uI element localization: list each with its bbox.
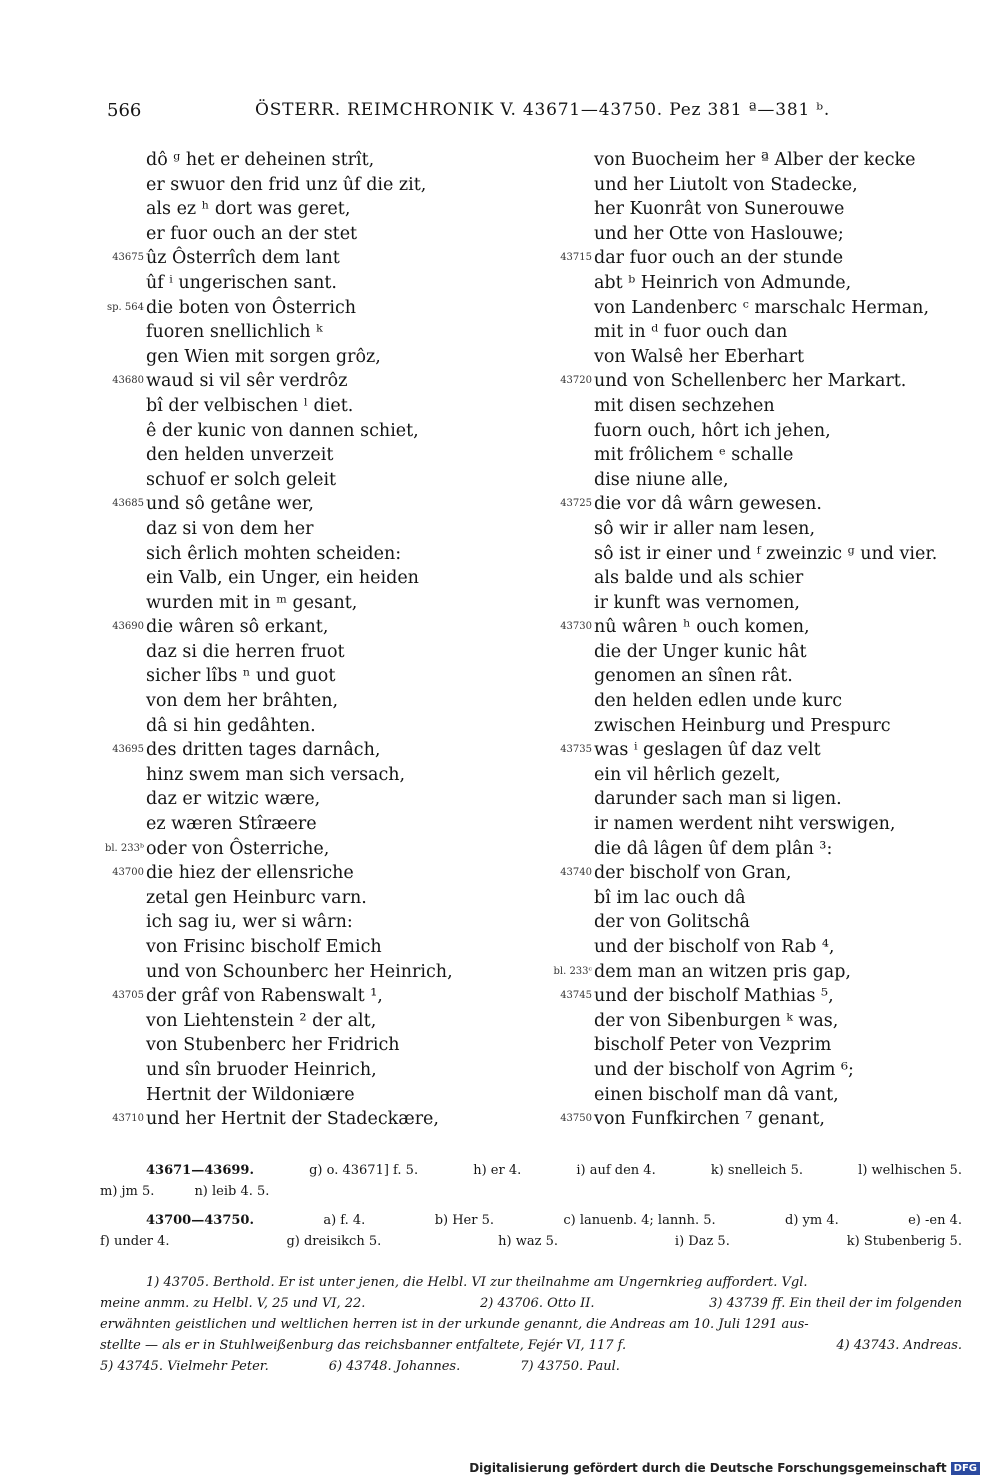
verse-line <box>100 935 560 960</box>
verse-line <box>100 984 560 1009</box>
verse-text: den helden edlen unde kurc <box>594 691 843 712</box>
footnote-line <box>100 1356 962 1377</box>
right-verse-column <box>548 148 988 1132</box>
verse-line <box>548 861 988 886</box>
line-number: 43720 <box>560 375 592 387</box>
verse-text: ûf ⁱ ungerischen sant. <box>146 272 337 293</box>
verse-line <box>548 1107 988 1132</box>
line-number: bl. 233ᵇ <box>104 842 144 854</box>
verse-line <box>548 369 988 394</box>
verse-text: die boten von Ôsterrich <box>146 297 357 318</box>
verse-line <box>548 763 988 788</box>
footnote-text: 7) 43750. Paul. <box>520 1359 620 1374</box>
verse-text: ez wæren Stîræere <box>146 814 317 835</box>
verse-text: von Walsê her Eberhart <box>594 346 805 367</box>
verse-text: wurden mit in ᵐ gesant, <box>146 592 358 613</box>
verse-line <box>548 443 988 468</box>
verse-line <box>100 197 560 222</box>
verse-line <box>100 271 560 296</box>
verse-line <box>548 984 988 1009</box>
verse-line <box>548 1083 988 1108</box>
variant-row <box>100 1181 962 1202</box>
verse-text: die der Unger kunic hât <box>594 641 807 662</box>
digitization-footer <box>469 1461 980 1475</box>
verse-line <box>548 738 988 763</box>
footnote-text: meine anmm. zu Helbl. V, 25 und VI, 22. <box>100 1296 366 1311</box>
verse-text: von dem her brâhten, <box>146 691 339 712</box>
verse-text: und her Otte von Haslouwe; <box>594 223 844 244</box>
verse-text: und her Hertnit der Stadeckære, <box>146 1109 439 1130</box>
verse-text: die dâ lâgen ûf dem plân ³: <box>594 838 833 859</box>
verse-text: darunder sach man si ligen. <box>594 789 842 810</box>
verse-text: ich sag iu, wer si wârn: <box>146 912 353 933</box>
verse-line <box>548 173 988 198</box>
verse-text: fuoren snellichlich ᵏ <box>146 322 323 343</box>
verse-line <box>100 492 560 517</box>
variant-note: l) welhischen 5. <box>858 1163 962 1178</box>
variant-note: e) -en 4. <box>908 1213 962 1228</box>
verse-text: und der bischolf von Agrim ⁶; <box>594 1059 854 1080</box>
verse-line <box>548 394 988 419</box>
verse-line <box>548 640 988 665</box>
verse-text: dar fuor ouch an der stunde <box>594 248 844 269</box>
variant-notes-first <box>100 1160 962 1202</box>
verse-line <box>548 542 988 567</box>
variant-note: g) dreisikch 5. <box>286 1234 382 1249</box>
verse-line <box>100 664 560 689</box>
variant-note: a) f. 4. <box>323 1213 366 1228</box>
footnotes <box>100 1272 962 1377</box>
verse-text: von Liehtenstein ² der alt, <box>146 1010 377 1031</box>
verse-text: daz er witzic wære, <box>146 789 321 810</box>
verse-text: ûz Ôsterrîch dem lant <box>146 248 340 269</box>
verse-text: von Frisinc bischolf Emich <box>146 937 382 957</box>
verse-text: der von Golitschâ <box>594 912 750 933</box>
verse-line <box>100 763 560 788</box>
verse-text: ein Valb, ein Unger, ein heiden <box>146 568 419 589</box>
footnote-line <box>100 1272 962 1293</box>
line-number: 43705 <box>112 990 144 1002</box>
footnote-text: erwähnten geistlichen und weltlichen herren ist in der urkunde genannt, die Andreas am 10. Juli 1291 aus- <box>100 1317 809 1332</box>
verse-line <box>548 910 988 935</box>
variant-note: i) Daz 5. <box>674 1234 730 1249</box>
verse-text: genomen an sînen rât. <box>594 666 793 687</box>
left-verse-column <box>100 148 560 1132</box>
verse-text: ê der kunic von dannen schiet, <box>146 420 419 441</box>
verse-line <box>100 394 560 419</box>
verse-text: ir kunft was vernomen, <box>594 592 800 613</box>
footnote-text: 4) 43743. Andreas. <box>836 1338 962 1353</box>
verse-line <box>100 1058 560 1083</box>
verse-line <box>548 886 988 911</box>
verse-line <box>100 910 560 935</box>
verse-text: von Landenberc ᶜ marschalc Herman, <box>594 297 930 318</box>
verse-line <box>100 419 560 444</box>
verse-text: dô ᵍ het er deheinen strît, <box>146 150 375 170</box>
variant-range: 43671—43699. <box>146 1163 254 1178</box>
verse-line <box>548 271 988 296</box>
verse-text: daz si die herren fruot <box>146 641 345 662</box>
verse-text: her Kuonrât von Sunerouwe <box>594 199 845 220</box>
verse-line <box>548 492 988 517</box>
variant-note: f) under 4. <box>100 1234 170 1249</box>
verse-line <box>548 714 988 739</box>
line-number: 43715 <box>560 252 592 264</box>
verse-line <box>100 246 560 271</box>
variant-note: k) snelleich 5. <box>710 1163 804 1178</box>
variant-notes-second <box>100 1210 962 1252</box>
line-number: 43735 <box>560 744 592 756</box>
verse-text: der von Sibenburgen ᵏ was, <box>594 1010 839 1031</box>
line-number: 43695 <box>112 744 144 756</box>
verse-line <box>100 738 560 763</box>
verse-text: mit in ᵈ fuor ouch dan <box>594 322 788 343</box>
line-number: 43745 <box>560 990 592 1002</box>
dfg-logo: DFG <box>951 1462 980 1475</box>
verse-line <box>100 148 560 173</box>
verse-text: hinz swem man sich versach, <box>146 764 406 785</box>
verse-line <box>100 1107 560 1132</box>
verse-text: nû wâren ʰ ouch komen, <box>594 617 810 638</box>
verse-line <box>100 714 560 739</box>
verse-text: gen Wien mit sorgen grôz, <box>146 346 381 367</box>
line-number: 43700 <box>112 867 144 879</box>
verse-line <box>100 787 560 812</box>
verse-line <box>548 960 988 985</box>
line-number: 43690 <box>112 621 144 633</box>
verse-line <box>548 566 988 591</box>
verse-text: mit frôlichem ᵉ schalle <box>594 445 794 466</box>
running-title: ÖSTERR. REIMCHRONIK V. 43671—43750. Pez 381 ª—381 ᵇ. <box>255 100 831 120</box>
verse-line <box>548 1033 988 1058</box>
line-number: 43725 <box>560 498 592 510</box>
variant-note: m) jm 5. <box>100 1184 155 1199</box>
verse-text: von Funfkirchen ⁷ genant, <box>594 1109 825 1130</box>
verse-line <box>100 296 560 321</box>
variant-row <box>100 1160 962 1181</box>
verse-line <box>100 640 560 665</box>
verse-text: des dritten tages darnâch, <box>146 740 381 761</box>
verse-text: ir namen werdent niht verswigen, <box>594 814 896 835</box>
verse-line <box>100 542 560 567</box>
line-number: bl. 233ᶜ <box>553 965 592 977</box>
verse-line <box>548 664 988 689</box>
verse-line <box>100 173 560 198</box>
line-number: 43710 <box>112 1113 144 1125</box>
footnote-text: stellte — als er in Stuhlweißenburg das reichsbanner entfaltete, Fejér VI, 117 f. <box>100 1338 627 1353</box>
verse-text: daz si von dem her <box>146 518 314 539</box>
verse-line <box>548 689 988 714</box>
verse-text: von Buocheim her ª Alber der kecke <box>594 150 916 170</box>
verse-text: schuof er solch geleit <box>146 469 337 490</box>
line-number: 43675 <box>112 252 144 264</box>
verse-line <box>100 591 560 616</box>
line-number: sp. 564 <box>107 301 144 313</box>
verse-line <box>100 1009 560 1034</box>
verse-line <box>100 886 560 911</box>
verse-line <box>100 1083 560 1108</box>
footnote-line <box>100 1314 962 1335</box>
line-number: 43680 <box>112 375 144 387</box>
variant-note: g) o. 43671] f. 5. <box>309 1163 419 1178</box>
verse-text: mit disen sechzehen <box>594 395 775 416</box>
variant-row <box>100 1231 962 1252</box>
verse-text: sich êrlich mohten scheiden: <box>146 543 402 564</box>
verse-text: und von Schounberc her Heinrich, <box>146 961 453 982</box>
verse-text: er fuor ouch an der stet <box>146 223 358 244</box>
footnote-line <box>100 1293 962 1314</box>
verse-text: und sô getâne wer, <box>146 494 314 515</box>
verse-text: abt ᵇ Heinrich von Admunde, <box>594 272 852 293</box>
verse-line <box>548 468 988 493</box>
variant-note: i) auf den 4. <box>576 1163 656 1178</box>
verse-text: dâ si hin gedâhten. <box>146 715 316 736</box>
verse-line <box>100 861 560 886</box>
page-header <box>107 100 967 126</box>
verse-line <box>548 787 988 812</box>
verse-text: und her Liutolt von Stadecke, <box>594 174 858 195</box>
verse-text: sô ist ir einer und ᶠ zweinzic ᵍ und vier. <box>594 543 938 564</box>
footnote-line <box>100 1335 962 1356</box>
footnote-text: 2) 43706. Otto II. <box>479 1296 595 1311</box>
verse-text: bischolf Peter von Vezprim <box>594 1035 832 1056</box>
verse-text: zwischen Heinburg und Prespurc <box>594 715 891 736</box>
line-number: 43730 <box>560 621 592 633</box>
variant-note: d) ym 4. <box>785 1213 839 1228</box>
verse-text: als ez ʰ dort was geret, <box>146 199 351 220</box>
variant-note: h) er 4. <box>473 1163 522 1178</box>
line-number: 43740 <box>560 867 592 879</box>
verse-line <box>548 148 988 173</box>
verse-text: die hiez der ellensriche <box>146 863 354 884</box>
verse-line <box>548 246 988 271</box>
verse-line <box>548 935 988 960</box>
verse-text: die vor dâ wârn gewesen. <box>594 494 822 515</box>
footnote-text: 6) 43748. Johannes. <box>328 1359 461 1374</box>
verse-line <box>548 591 988 616</box>
verse-text: den helden unverzeit <box>146 445 334 466</box>
verse-text: waud si vil sêr verdrôz <box>146 371 348 392</box>
verse-text: bî der velbischen ˡ diet. <box>146 395 354 416</box>
verse-text: und von Schellenberc her Markart. <box>594 371 907 392</box>
verse-line <box>548 320 988 345</box>
footnote-text: 3) 43739 ff. Ein theil der im folgenden <box>709 1296 962 1311</box>
variant-note: n) leib 4. 5. <box>194 1184 270 1199</box>
verse-text: was ⁱ geslagen ûf daz velt <box>594 740 821 761</box>
variant-note: h) waz 5. <box>498 1234 558 1249</box>
verse-line <box>548 296 988 321</box>
verse-line <box>100 837 560 862</box>
verse-line <box>548 517 988 542</box>
verse-line <box>548 1009 988 1034</box>
verse-text: der bischolf von Gran, <box>594 863 792 884</box>
verse-text: und der bischolf Mathias ⁵, <box>594 986 834 1007</box>
verse-line <box>100 1033 560 1058</box>
line-number: 43685 <box>112 498 144 510</box>
verse-line <box>548 419 988 444</box>
variant-note: k) Stubenberig 5. <box>846 1234 962 1249</box>
verse-text: sicher lîbs ⁿ und guot <box>146 666 336 687</box>
line-number: 43750 <box>560 1113 592 1125</box>
verse-line <box>100 960 560 985</box>
verse-line <box>548 837 988 862</box>
verse-text: oder von Ôsterriche, <box>146 838 330 859</box>
verse-text: und der bischolf von Rab ⁴, <box>594 937 835 957</box>
verse-line <box>100 443 560 468</box>
variant-note: c) lanuenb. 4; lannh. 5. <box>563 1213 716 1228</box>
verse-text: bî im lac ouch dâ <box>594 887 746 908</box>
verse-line <box>100 222 560 247</box>
verse-text: als balde und als schier <box>594 568 804 589</box>
verse-text: Hertnit der Wildoniære <box>146 1084 355 1105</box>
variant-note: b) Her 5. <box>434 1213 494 1228</box>
verse-line <box>100 468 560 493</box>
verse-line <box>548 197 988 222</box>
variant-range: 43700—43750. <box>146 1213 254 1228</box>
verse-line <box>548 345 988 370</box>
page-number: 566 <box>107 100 142 121</box>
verse-line <box>548 1058 988 1083</box>
verse-line <box>100 566 560 591</box>
verse-text: von Stubenberc her Fridrich <box>146 1035 400 1056</box>
verse-line <box>100 345 560 370</box>
verse-line <box>548 222 988 247</box>
footer-text: Digitalisierung gefördert durch die Deutsche Forschungsgemeinschaft <box>469 1461 947 1475</box>
verse-line <box>100 320 560 345</box>
verse-line <box>548 812 988 837</box>
verse-text: fuorn ouch, hôrt ich jehen, <box>594 420 831 441</box>
verse-line <box>100 517 560 542</box>
verse-line <box>100 369 560 394</box>
verse-text: der grâf von Rabenswalt ¹, <box>146 986 383 1007</box>
verse-text: ein vil hêrlich gezelt, <box>594 764 781 785</box>
verse-line <box>100 689 560 714</box>
verse-line <box>548 615 988 640</box>
footnote-text: 1) 43705. Berthold. Er ist unter jenen, die Helbl. VI zur theilnahme am Ungernkrieg auffordert. Vgl. <box>146 1275 808 1290</box>
verse-line <box>100 812 560 837</box>
verse-text: dise niune alle, <box>594 469 729 490</box>
verse-text: die wâren sô erkant, <box>146 617 329 638</box>
verse-text: dem man an witzen pris gap, <box>594 961 851 982</box>
verse-text: einen bischolf man dâ vant, <box>594 1084 839 1105</box>
verse-text: er swuor den frid unz ûf die zit, <box>146 174 427 195</box>
verse-text: und sîn bruoder Heinrich, <box>146 1059 377 1080</box>
footnote-text: 5) 43745. Vielmehr Peter. <box>100 1359 269 1374</box>
verse-line <box>100 615 560 640</box>
variant-row <box>100 1210 962 1231</box>
verse-text: sô wir ir aller nam lesen, <box>594 518 816 539</box>
verse-text: zetal gen Heinburc varn. <box>146 887 367 908</box>
